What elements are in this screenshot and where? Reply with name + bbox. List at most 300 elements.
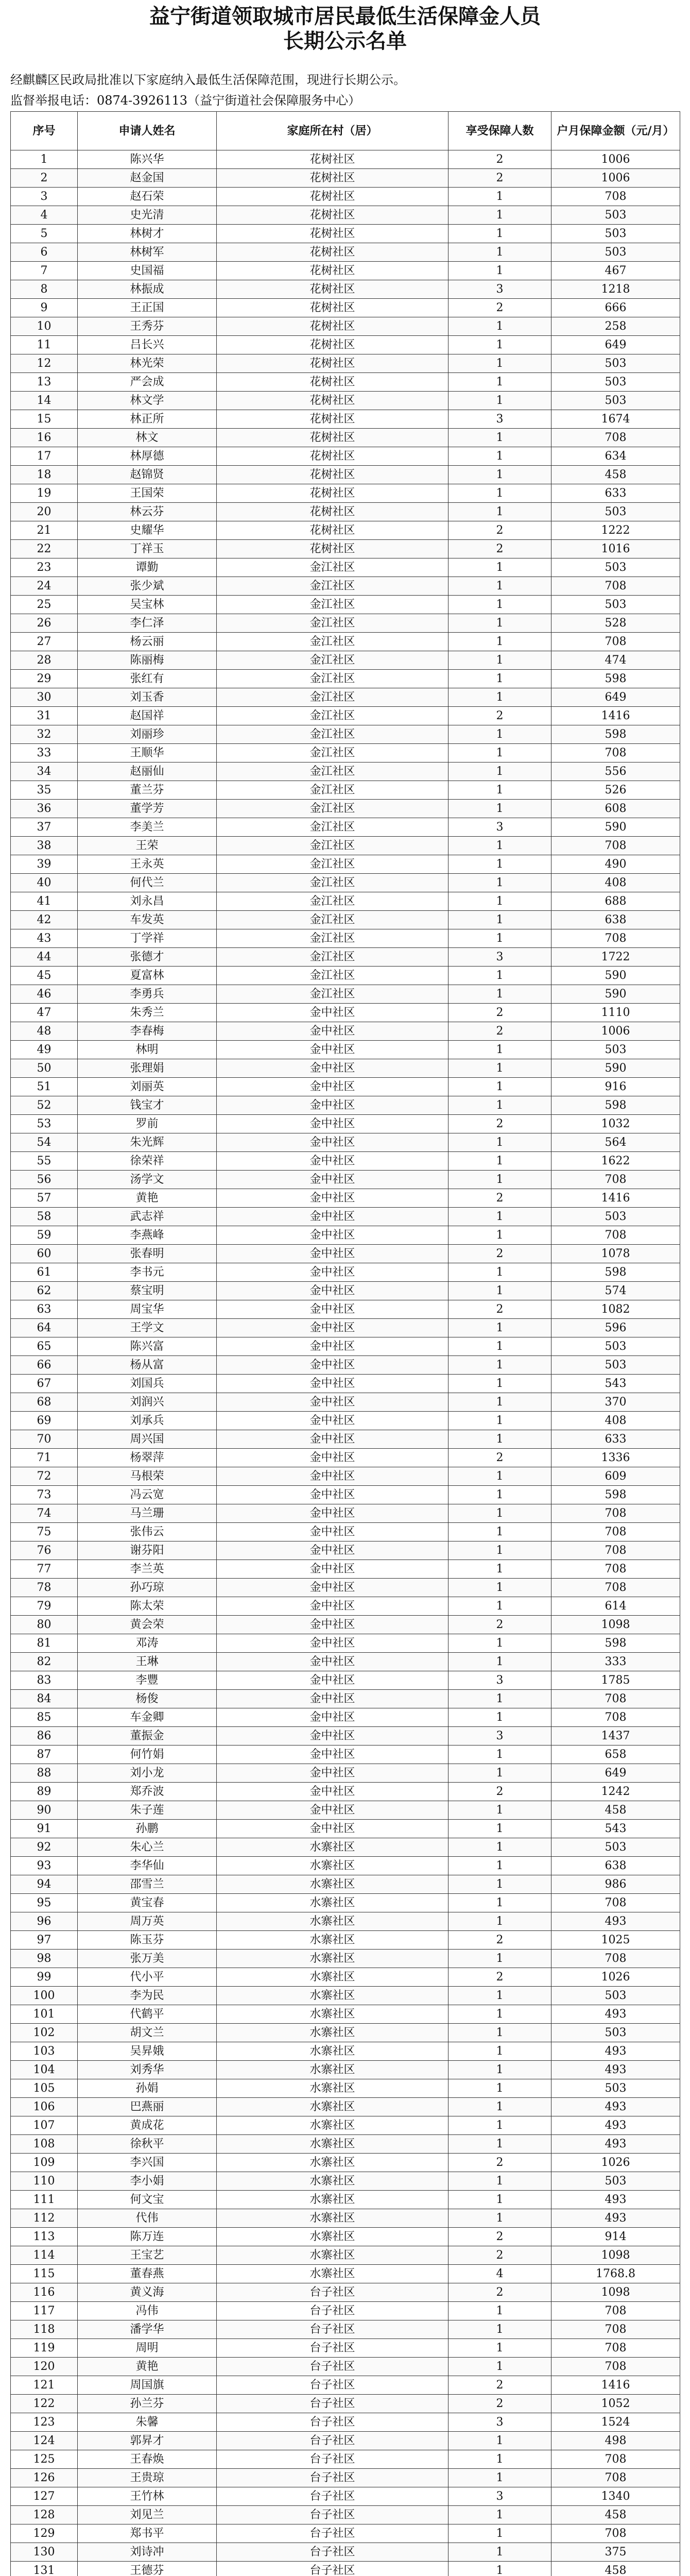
cell-monthly-amount: 458 — [551, 2506, 680, 2524]
cell-people-count: 1 — [449, 1745, 551, 1764]
cell-applicant-name: 李小娟 — [78, 2172, 217, 2191]
table-row — [11, 1875, 680, 1894]
cell-community: 水寨社区 — [217, 2061, 449, 2079]
table-row — [11, 651, 680, 670]
table-row — [11, 2524, 680, 2543]
cell-monthly-amount: 1340 — [551, 2487, 680, 2506]
cell-monthly-amount: 574 — [551, 1282, 680, 1300]
cell-people-count: 1 — [449, 1950, 551, 1968]
table-row — [11, 1764, 680, 1783]
cell-index: 129 — [11, 2524, 78, 2543]
cell-applicant-name: 王国荣 — [78, 484, 217, 503]
cell-people-count: 1 — [449, 762, 551, 781]
cell-people-count: 1 — [449, 985, 551, 1004]
table-row — [11, 2358, 680, 2376]
cell-monthly-amount: 1416 — [551, 707, 680, 725]
cell-people-count: 2 — [449, 1004, 551, 1022]
cell-index: 25 — [11, 596, 78, 614]
cell-applicant-name: 林厚德 — [78, 447, 217, 466]
cell-index: 26 — [11, 614, 78, 633]
cell-monthly-amount: 493 — [551, 2042, 680, 2061]
cell-index: 104 — [11, 2061, 78, 2079]
cell-index: 45 — [11, 967, 78, 985]
cell-community: 水寨社区 — [217, 2135, 449, 2154]
cell-monthly-amount: 503 — [551, 558, 680, 577]
cell-people-count: 1 — [449, 800, 551, 818]
cell-applicant-name: 王德芬 — [78, 2562, 217, 2576]
table-row — [11, 2432, 680, 2450]
cell-community: 金江社区 — [217, 985, 449, 1004]
cell-index: 113 — [11, 2228, 78, 2246]
cell-community: 花树社区 — [217, 540, 449, 558]
table-row — [11, 1152, 680, 1171]
cell-community: 金中社区 — [217, 1189, 449, 1208]
cell-applicant-name: 王贵琼 — [78, 2469, 217, 2487]
cell-monthly-amount: 708 — [551, 1523, 680, 1541]
cell-monthly-amount: 467 — [551, 262, 680, 280]
cell-applicant-name: 郑乔波 — [78, 1783, 217, 1801]
cell-monthly-amount: 590 — [551, 967, 680, 985]
intro-hotline-text: 监督举报电话：0874-3926113（益宁街道社会保障服务中心） — [10, 93, 361, 108]
table-row — [11, 1022, 680, 1041]
cell-people-count: 1 — [449, 1208, 551, 1226]
cell-community: 金中社区 — [217, 1430, 449, 1449]
cell-monthly-amount: 649 — [551, 688, 680, 707]
cell-community: 金中社区 — [217, 1226, 449, 1245]
cell-people-count: 1 — [449, 2302, 551, 2320]
cell-monthly-amount: 608 — [551, 800, 680, 818]
cell-people-count: 3 — [449, 1671, 551, 1690]
table-row — [11, 1263, 680, 1282]
cell-applicant-name: 黄艳 — [78, 1189, 217, 1208]
cell-applicant-name: 董兰芬 — [78, 781, 217, 800]
table-row — [11, 169, 680, 188]
cell-community: 水寨社区 — [217, 2154, 449, 2172]
table-row — [11, 2098, 680, 2116]
cell-community: 金中社区 — [217, 1523, 449, 1541]
cell-monthly-amount: 708 — [551, 2339, 680, 2358]
cell-people-count: 3 — [449, 1727, 551, 1745]
cell-community: 金中社区 — [217, 1319, 449, 1337]
cell-applicant-name: 孙鹏 — [78, 1820, 217, 1838]
cell-index: 82 — [11, 1653, 78, 1671]
cell-applicant-name: 杨从富 — [78, 1356, 217, 1375]
cell-index: 88 — [11, 1764, 78, 1783]
cell-monthly-amount: 493 — [551, 2005, 680, 2024]
cell-people-count: 1 — [449, 688, 551, 707]
table-row — [11, 911, 680, 929]
cell-people-count: 3 — [449, 948, 551, 967]
cell-monthly-amount: 503 — [551, 206, 680, 225]
table-row — [11, 1226, 680, 1245]
cell-index: 106 — [11, 2098, 78, 2116]
cell-index: 78 — [11, 1579, 78, 1597]
cell-index: 47 — [11, 1004, 78, 1022]
cell-applicant-name: 谭勤 — [78, 558, 217, 577]
table-row — [11, 1523, 680, 1541]
cell-community: 水寨社区 — [217, 1950, 449, 1968]
cell-monthly-amount: 503 — [551, 1208, 680, 1226]
cell-monthly-amount: 1218 — [551, 280, 680, 299]
cell-community: 花树社区 — [217, 410, 449, 429]
cell-index: 12 — [11, 354, 78, 373]
cell-community: 金江社区 — [217, 781, 449, 800]
cell-community: 金中社区 — [217, 1041, 449, 1059]
cell-index: 57 — [11, 1189, 78, 1208]
cell-applicant-name: 李书元 — [78, 1263, 217, 1282]
cell-applicant-name: 刘承兵 — [78, 1412, 217, 1430]
cell-index: 128 — [11, 2506, 78, 2524]
cell-index: 33 — [11, 744, 78, 762]
cell-index: 121 — [11, 2376, 78, 2395]
table-row — [11, 948, 680, 967]
cell-index: 81 — [11, 1634, 78, 1653]
cell-community: 金中社区 — [217, 1208, 449, 1226]
table-row — [11, 1041, 680, 1059]
table-row — [11, 317, 680, 336]
cell-applicant-name: 郑书平 — [78, 2524, 217, 2543]
table-row — [11, 967, 680, 985]
table-row — [11, 299, 680, 317]
table-row — [11, 855, 680, 874]
cell-people-count: 1 — [449, 1356, 551, 1375]
cell-index: 69 — [11, 1412, 78, 1430]
cell-index: 62 — [11, 1282, 78, 1300]
table-row — [11, 1931, 680, 1950]
cell-people-count: 1 — [449, 1412, 551, 1430]
cell-monthly-amount: 590 — [551, 1059, 680, 1078]
cell-monthly-amount: 914 — [551, 2228, 680, 2246]
cell-monthly-amount: 708 — [551, 633, 680, 651]
table-row — [11, 1300, 680, 1319]
cell-community: 金中社区 — [217, 1653, 449, 1671]
cell-people-count: 1 — [449, 2358, 551, 2376]
cell-people-count: 1 — [449, 466, 551, 484]
cell-community: 金江社区 — [217, 911, 449, 929]
cell-applicant-name: 何代兰 — [78, 874, 217, 892]
cell-index: 27 — [11, 633, 78, 651]
cell-people-count: 2 — [449, 169, 551, 188]
cell-applicant-name: 胡文兰 — [78, 2024, 217, 2042]
cell-index: 131 — [11, 2562, 78, 2576]
cell-index: 22 — [11, 540, 78, 558]
cell-community: 水寨社区 — [217, 1838, 449, 1857]
table-row — [11, 1430, 680, 1449]
cell-people-count: 1 — [449, 781, 551, 800]
cell-applicant-name: 赵石荣 — [78, 188, 217, 206]
cell-index: 101 — [11, 2005, 78, 2024]
cell-community: 花树社区 — [217, 280, 449, 299]
cell-people-count: 1 — [449, 1486, 551, 1504]
cell-index: 52 — [11, 1096, 78, 1115]
cell-applicant-name: 张理娟 — [78, 1059, 217, 1078]
cell-community: 金江社区 — [217, 577, 449, 596]
cell-index: 90 — [11, 1801, 78, 1820]
cell-people-count: 1 — [449, 2339, 551, 2358]
cell-community: 金中社区 — [217, 1078, 449, 1096]
cell-monthly-amount: 598 — [551, 725, 680, 744]
cell-community: 金江社区 — [217, 948, 449, 967]
table-row — [11, 2395, 680, 2413]
cell-applicant-name: 史光清 — [78, 206, 217, 225]
cell-applicant-name: 吕长兴 — [78, 336, 217, 354]
cell-applicant-name: 车发英 — [78, 911, 217, 929]
cell-monthly-amount: 708 — [551, 1708, 680, 1727]
cell-monthly-amount: 503 — [551, 1356, 680, 1375]
cell-applicant-name: 代伟 — [78, 2209, 217, 2228]
cell-monthly-amount: 1336 — [551, 1449, 680, 1467]
cell-community: 金中社区 — [217, 1004, 449, 1022]
cell-monthly-amount: 708 — [551, 1690, 680, 1708]
cell-applicant-name: 周明 — [78, 2339, 217, 2358]
cell-monthly-amount: 916 — [551, 1078, 680, 1096]
cell-applicant-name: 黄义海 — [78, 2283, 217, 2302]
table-row — [11, 800, 680, 818]
cell-monthly-amount: 503 — [551, 1041, 680, 1059]
table-body — [11, 150, 680, 2576]
cell-monthly-amount: 708 — [551, 2524, 680, 2543]
cell-applicant-name: 谢芬阳 — [78, 1541, 217, 1560]
cell-monthly-amount: 503 — [551, 1337, 680, 1356]
table-row — [11, 1486, 680, 1504]
cell-monthly-amount: 1674 — [551, 410, 680, 429]
cell-applicant-name: 马根荣 — [78, 1467, 217, 1486]
cell-people-count: 1 — [449, 1708, 551, 1727]
cell-index: 3 — [11, 188, 78, 206]
cell-community: 台子社区 — [217, 2450, 449, 2469]
cell-community: 金中社区 — [217, 1152, 449, 1171]
table-row — [11, 540, 680, 558]
cell-people-count: 1 — [449, 892, 551, 911]
cell-applicant-name: 冯伟 — [78, 2302, 217, 2320]
table-row — [11, 1319, 680, 1337]
cell-people-count: 1 — [449, 1430, 551, 1449]
cell-people-count: 1 — [449, 225, 551, 243]
table-row — [11, 1337, 680, 1356]
cell-community: 金江社区 — [217, 800, 449, 818]
cell-index: 13 — [11, 373, 78, 392]
cell-index: 105 — [11, 2079, 78, 2098]
recipients-table — [10, 111, 680, 2576]
cell-applicant-name: 林文 — [78, 429, 217, 447]
cell-people-count: 1 — [449, 1653, 551, 1671]
cell-monthly-amount: 1622 — [551, 1152, 680, 1171]
table-row — [11, 1857, 680, 1875]
cell-monthly-amount: 556 — [551, 762, 680, 781]
cell-index: 96 — [11, 1912, 78, 1931]
cell-community: 花树社区 — [217, 225, 449, 243]
table-row — [11, 2228, 680, 2246]
cell-monthly-amount: 708 — [551, 2469, 680, 2487]
cell-monthly-amount: 493 — [551, 2098, 680, 2116]
cell-monthly-amount: 503 — [551, 2024, 680, 2042]
cell-index: 126 — [11, 2469, 78, 2487]
cell-community: 水寨社区 — [217, 2079, 449, 2098]
cell-applicant-name: 丁祥玉 — [78, 540, 217, 558]
cell-monthly-amount: 708 — [551, 1171, 680, 1189]
cell-index: 98 — [11, 1950, 78, 1968]
cell-community: 台子社区 — [217, 2469, 449, 2487]
cell-people-count: 1 — [449, 2524, 551, 2543]
cell-community: 花树社区 — [217, 484, 449, 503]
cell-people-count: 2 — [449, 1300, 551, 1319]
cell-index: 6 — [11, 243, 78, 262]
table-row — [11, 280, 680, 299]
cell-monthly-amount: 598 — [551, 670, 680, 688]
cell-index: 32 — [11, 725, 78, 744]
cell-index: 49 — [11, 1041, 78, 1059]
cell-index: 116 — [11, 2283, 78, 2302]
header-row — [11, 112, 680, 150]
cell-applicant-name: 赵锦贤 — [78, 466, 217, 484]
cell-applicant-name: 黄会荣 — [78, 1616, 217, 1634]
cell-people-count: 2 — [449, 1245, 551, 1263]
header-community: 家庭所在村（居） — [217, 112, 449, 150]
table-row — [11, 1616, 680, 1634]
table-row — [11, 1449, 680, 1467]
cell-monthly-amount: 1006 — [551, 150, 680, 169]
cell-applicant-name: 邵雪兰 — [78, 1875, 217, 1894]
cell-index: 2 — [11, 169, 78, 188]
cell-monthly-amount: 638 — [551, 1857, 680, 1875]
cell-index: 29 — [11, 670, 78, 688]
cell-index: 31 — [11, 707, 78, 725]
cell-community: 金中社区 — [217, 1820, 449, 1838]
cell-community: 金江社区 — [217, 762, 449, 781]
cell-community: 金中社区 — [217, 1337, 449, 1356]
cell-people-count: 1 — [449, 1857, 551, 1875]
table-row — [11, 1356, 680, 1375]
cell-monthly-amount: 1006 — [551, 1022, 680, 1041]
cell-monthly-amount: 493 — [551, 2209, 680, 2228]
cell-people-count: 1 — [449, 1133, 551, 1152]
table-row — [11, 1393, 680, 1412]
table-row — [11, 2283, 680, 2302]
cell-index: 42 — [11, 911, 78, 929]
cell-index: 72 — [11, 1467, 78, 1486]
cell-community: 金江社区 — [217, 707, 449, 725]
cell-people-count: 1 — [449, 1096, 551, 1115]
cell-monthly-amount: 708 — [551, 577, 680, 596]
table-row — [11, 1820, 680, 1838]
cell-index: 74 — [11, 1504, 78, 1523]
cell-applicant-name: 巴燕丽 — [78, 2098, 217, 2116]
cell-monthly-amount: 543 — [551, 1375, 680, 1393]
cell-monthly-amount: 493 — [551, 2061, 680, 2079]
cell-community: 花树社区 — [217, 206, 449, 225]
header-index: 序号 — [11, 112, 78, 150]
table-row — [11, 837, 680, 855]
table-row — [11, 2042, 680, 2061]
cell-community: 金中社区 — [217, 1282, 449, 1300]
cell-people-count: 2 — [449, 1189, 551, 1208]
table-row — [11, 1078, 680, 1096]
cell-community: 金江社区 — [217, 967, 449, 985]
cell-applicant-name: 董春燕 — [78, 2265, 217, 2283]
cell-community: 金江社区 — [217, 855, 449, 874]
table-row — [11, 1541, 680, 1560]
cell-monthly-amount: 609 — [551, 1467, 680, 1486]
table-row — [11, 1504, 680, 1523]
cell-applicant-name: 赵金国 — [78, 169, 217, 188]
cell-index: 23 — [11, 558, 78, 577]
cell-applicant-name: 杨云丽 — [78, 633, 217, 651]
cell-index: 67 — [11, 1375, 78, 1393]
cell-people-count: 1 — [449, 373, 551, 392]
table-row — [11, 1579, 680, 1597]
cell-community: 台子社区 — [217, 2543, 449, 2562]
cell-monthly-amount: 503 — [551, 2172, 680, 2191]
cell-monthly-amount: 503 — [551, 596, 680, 614]
cell-people-count: 1 — [449, 1263, 551, 1282]
cell-community: 花树社区 — [217, 466, 449, 484]
cell-applicant-name: 林明 — [78, 1041, 217, 1059]
cell-people-count: 3 — [449, 280, 551, 299]
table-row — [11, 410, 680, 429]
cell-community: 水寨社区 — [217, 1912, 449, 1931]
cell-applicant-name: 孙巧琼 — [78, 1579, 217, 1597]
cell-applicant-name: 孙娟 — [78, 2079, 217, 2098]
cell-applicant-name: 陈万连 — [78, 2228, 217, 2246]
table-row — [11, 2487, 680, 2506]
table-row — [11, 2246, 680, 2265]
cell-applicant-name: 吴宝林 — [78, 596, 217, 614]
cell-index: 97 — [11, 1931, 78, 1950]
table-row — [11, 1838, 680, 1857]
cell-monthly-amount: 1082 — [551, 1300, 680, 1319]
cell-people-count: 1 — [449, 2191, 551, 2209]
cell-applicant-name: 周万英 — [78, 1912, 217, 1931]
cell-monthly-amount: 708 — [551, 2320, 680, 2339]
cell-index: 18 — [11, 466, 78, 484]
cell-people-count: 3 — [449, 2487, 551, 2506]
cell-index: 75 — [11, 1523, 78, 1541]
table-row — [11, 1412, 680, 1430]
cell-community: 花树社区 — [217, 392, 449, 410]
table-row — [11, 262, 680, 280]
cell-index: 59 — [11, 1226, 78, 1245]
cell-community: 台子社区 — [217, 2376, 449, 2395]
table-row — [11, 2450, 680, 2469]
cell-index: 125 — [11, 2450, 78, 2469]
table-row — [11, 1894, 680, 1912]
table-row — [11, 1968, 680, 1987]
cell-applicant-name: 何文宝 — [78, 2191, 217, 2209]
table-row — [11, 929, 680, 948]
table-row — [11, 1096, 680, 1115]
table-row — [11, 447, 680, 466]
cell-index: 37 — [11, 818, 78, 837]
cell-index: 46 — [11, 985, 78, 1004]
cell-people-count: 2 — [449, 521, 551, 540]
table-row — [11, 892, 680, 911]
cell-index: 5 — [11, 225, 78, 243]
table-row — [11, 1727, 680, 1745]
cell-applicant-name: 张春明 — [78, 1245, 217, 1263]
cell-monthly-amount: 1026 — [551, 1968, 680, 1987]
cell-applicant-name: 刘诗冲 — [78, 2543, 217, 2562]
cell-community: 水寨社区 — [217, 2191, 449, 2209]
cell-people-count: 2 — [449, 2395, 551, 2413]
table-row — [11, 1987, 680, 2005]
cell-applicant-name: 武志祥 — [78, 1208, 217, 1226]
cell-applicant-name: 林树军 — [78, 243, 217, 262]
cell-people-count: 2 — [449, 1968, 551, 1987]
cell-index: 8 — [11, 280, 78, 299]
cell-index: 1 — [11, 150, 78, 169]
cell-monthly-amount: 708 — [551, 1894, 680, 1912]
table-row — [11, 2562, 680, 2576]
